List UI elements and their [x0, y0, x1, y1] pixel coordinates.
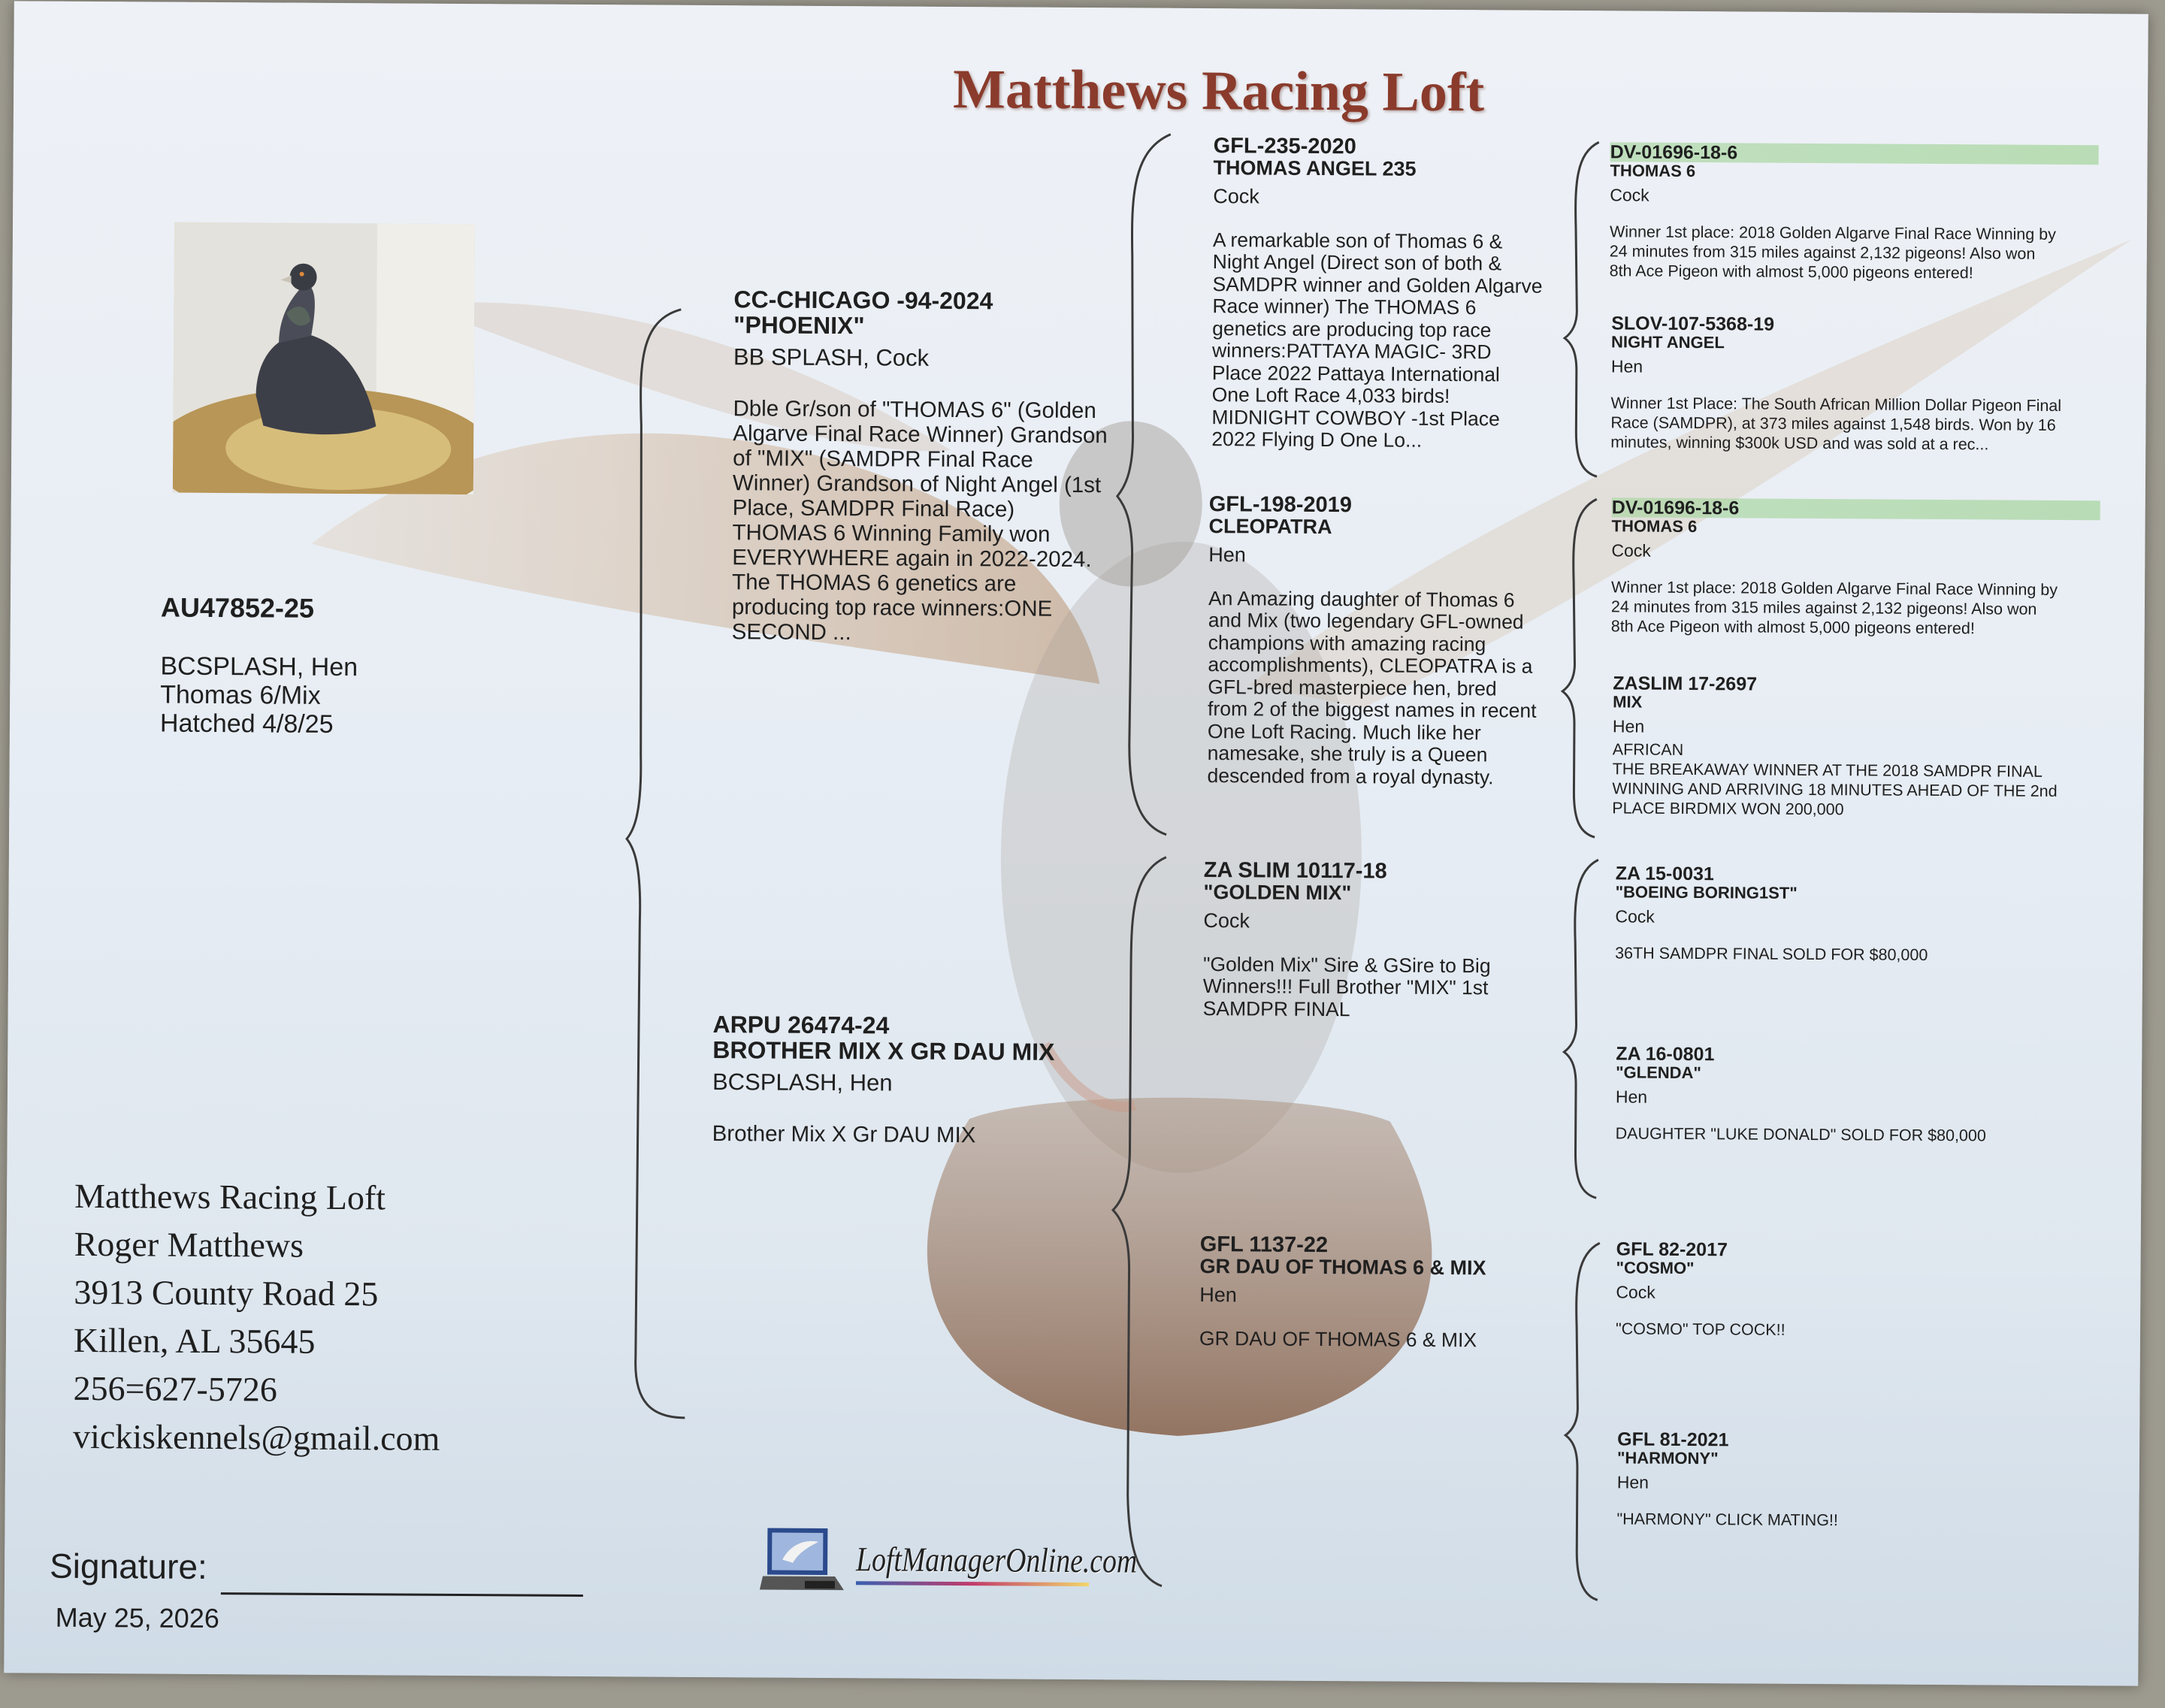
ggp-ssd-meta: Hen — [1610, 356, 1643, 376]
sire-block — [732, 287, 1110, 646]
ggp-sds — [1611, 497, 2100, 639]
ggp-ddd — [1616, 1429, 2083, 1531]
ggp-dds-band: GFL 82-2017 — [1616, 1238, 1728, 1261]
ggp-ddd-band: GFL 81-2021 — [1617, 1428, 1729, 1451]
dam-description: Brother Mix X Gr DAU MIX — [712, 1121, 976, 1148]
gp-ds-band: ZA SLIM 10117-18 — [1203, 858, 1387, 884]
gp-ds-description: "Golden Mix" Sire & GSire to Big Winners!!! Full Brother "MIX" 1st SAMDPR FINAL — [1202, 952, 1491, 1021]
ggp-ddd-name: "HARMONY" — [1616, 1448, 1719, 1468]
ggp-dss-name: "BOEING BORING1ST" — [1615, 882, 1798, 903]
print-date: May 25, 2026 — [55, 1601, 219, 1634]
ggp-sdd-name: MIX — [1613, 692, 1643, 712]
ggp-ssd-description: Winner 1st Place: The South African Million Dollar Pigeon Final Race (SAMDPR), at 373 miles against 1,548 birds. Won by 16 minutes, winning $300k USD and was sold at a rec... — [1610, 394, 2062, 454]
subject-hatched: Hatched 4/8/25 — [159, 709, 334, 739]
subject-bird — [160, 592, 358, 739]
ggp-sss-band: DV-01696-18-6 — [1610, 142, 2099, 165]
ggp-ssd-band: SLOV-107-5368-19 — [1611, 313, 1775, 335]
sire-meta: BB SPLASH, Cock — [733, 343, 930, 371]
dam-block — [712, 1012, 1104, 1148]
ggp-ddd-description: "HARMONY" CLICK MATING!! — [1616, 1510, 1838, 1530]
laptop-logo-icon — [760, 1522, 858, 1598]
sire-name: "PHOENIX" — [733, 310, 865, 339]
ggp-dsd-name: "GLENDA" — [1616, 1063, 1701, 1083]
ggp-dsd — [1616, 1044, 2082, 1146]
logo-swoosh — [856, 1581, 1089, 1586]
contact-loft: Matthews Racing Loft — [74, 1176, 386, 1217]
ggp-dds — [1616, 1239, 2082, 1341]
logo-text: LoftManagerOnline.com — [856, 1540, 1138, 1580]
subject-band: AU47852-25 — [160, 591, 315, 624]
ggp-dss-description: 36TH SAMDPR FINAL SOLD FOR $80,000 — [1615, 944, 1928, 965]
ggp-dss-meta: Cock — [1615, 906, 1655, 927]
subject-strain: Thomas 6/Mix — [160, 680, 321, 710]
gp-dd-meta: Hen — [1199, 1283, 1237, 1307]
ggp-dds-description: "COSMO" TOP COCK!! — [1615, 1320, 1786, 1340]
gp-ss-band: GFL-235-2020 — [1213, 134, 1356, 159]
bird-photo — [173, 222, 475, 494]
ggp-sdd-description: AFRICAN THE BREAKAWAY WINNER AT THE 2018 SAMDPR FINAL WINNING AND ARRIVING 18 MINUTES AHEAD OF THE 2nd PLACE BIRDMIX WON 200,000 — [1612, 740, 2058, 819]
ggp-dds-meta: Cock — [1616, 1282, 1655, 1303]
ggp-ddd-meta: Hen — [1616, 1472, 1649, 1493]
gp-ss-name: THOMAS ANGEL 235 — [1213, 156, 1417, 181]
page-title: Matthews Racing Loft — [952, 58, 1485, 124]
ggp-sds-description: Winner 1st place: 2018 Golden Algarve Final Race Winning by 24 minutes from 315 miles against 2,132 pigeons! Also won 8th Ace Pigeon with almost 5,000 pigeons entered! — [1610, 578, 2058, 638]
dam-meta: BCSPLASH, Hen — [712, 1069, 893, 1096]
signature-label: Signature: — [49, 1546, 207, 1586]
ggp-dsd-description: DAUGHTER "LUKE DONALD" SOLD FOR $80,000 — [1615, 1124, 1986, 1145]
loftmanager-logo — [760, 1522, 1138, 1599]
grandsire-sire-side — [1211, 135, 1544, 452]
gp-ds-name: "GOLDEN MIX" — [1203, 881, 1352, 905]
contact-owner: Roger Matthews — [74, 1224, 304, 1265]
gp-ss-description: A remarkable son of Thomas 6 & Night Angel (Direct son of both & SAMDPR winner and Golden Algarve Race winner) The THOMAS 6 genetics are producing top race winners:PATTAYA MAGIC- 3RD Place 2022 Pattaya International One Loft Race 4,033 birds! MIDNIGHT COWBOY -1st Place 2022 Flying D One Lo... — [1211, 228, 1543, 452]
contact-phone: 256=627-5726 — [73, 1368, 277, 1409]
grandsire-dam-side — [1203, 859, 1535, 1022]
sire-band: CC-CHICAGO -94-2024 — [733, 286, 993, 315]
ggp-ssd-name: NIGHT ANGEL — [1611, 332, 1725, 352]
ggp-dsd-band: ZA 16-0801 — [1616, 1043, 1715, 1066]
ggp-ssd — [1610, 313, 2100, 455]
ggp-sdd — [1612, 673, 2101, 821]
gp-dd-band: GFL 1137-22 — [1199, 1232, 1329, 1258]
contact-city: Killen, AL 35645 — [73, 1320, 316, 1361]
ggp-sds-band: DV-01696-18-6 — [1612, 497, 2100, 520]
ggp-sds-name: THOMAS 6 — [1611, 516, 1698, 537]
ggp-dsd-meta: Hen — [1615, 1087, 1648, 1107]
gp-sd-meta: Hen — [1208, 543, 1246, 567]
contact-block — [73, 1172, 442, 1463]
ggp-dss-band: ZA 15-0031 — [1615, 863, 1714, 885]
granddam-sire-side — [1207, 493, 1539, 789]
gp-sd-band: GFL-198-2019 — [1208, 492, 1353, 518]
gp-ss-meta: Cock — [1213, 184, 1259, 208]
ggp-sss — [1610, 142, 2099, 283]
ggp-dss — [1615, 863, 2082, 966]
pedigree-sheet — [4, 1, 2148, 1685]
ggp-sds-meta: Cock — [1611, 540, 1651, 561]
ggp-sss-name: THOMAS 6 — [1610, 161, 1696, 181]
contact-address: 3913 County Road 25 — [74, 1272, 379, 1313]
contact-email: vickiskennels@gmail.com — [73, 1416, 440, 1458]
dam-name: BROTHER MIX X GR DAU MIX — [712, 1035, 1055, 1066]
gp-sd-description: An Amazing daughter of Thomas 6 and Mix (two legendary GFL-owned champions with amazing racing accomplishments), CLEOPATRA is a GFL-bred masterpiece hen, bred from 2 of the biggest names in recent One Loft Racing. Much like her namesake, she truly is a Queen descended from a royal dynasty. — [1207, 586, 1537, 789]
ggp-dds-name: "COSMO" — [1616, 1258, 1695, 1278]
sire-description: Dble Gr/son of "THOMAS 6" (Golden Algarve Final Race Winner) Grandson of "MIX" (SAMDPR Final Race Winner) Grandson of Night Angel (1st Place, SAMDPR Final Race) THOMAS 6 Winning Family won EVERYWHERE again in 2022-2024. The THOMAS 6 genetics are producing top race winners:ONE SECOND ... — [731, 396, 1108, 645]
gp-dd-name: GR DAU OF THOMAS 6 & MIX — [1199, 1255, 1486, 1280]
ggp-sdd-meta: Hen — [1612, 716, 1645, 736]
gp-dd-description: GR DAU OF THOMAS 6 & MIX — [1199, 1326, 1477, 1352]
granddam-dam-side — [1199, 1233, 1538, 1352]
ggp-sss-description: Winner 1st place: 2018 Golden Algarve Final Race Winning by 24 minutes from 315 miles against 2,132 pigeons! Also won 8th Ace Pigeon with almost 5,000 pigeons entered! — [1609, 222, 2057, 283]
gp-sd-name: CLEOPATRA — [1208, 515, 1332, 539]
gp-ds-meta: Cock — [1203, 908, 1250, 933]
ggp-sss-meta: Cock — [1610, 185, 1649, 205]
dam-band: ARPU 26474-24 — [712, 1011, 890, 1039]
ggp-sdd-band: ZASLIM 17-2697 — [1613, 673, 1758, 695]
subject-color-sex: BCSPLASH, Hen — [160, 651, 358, 682]
